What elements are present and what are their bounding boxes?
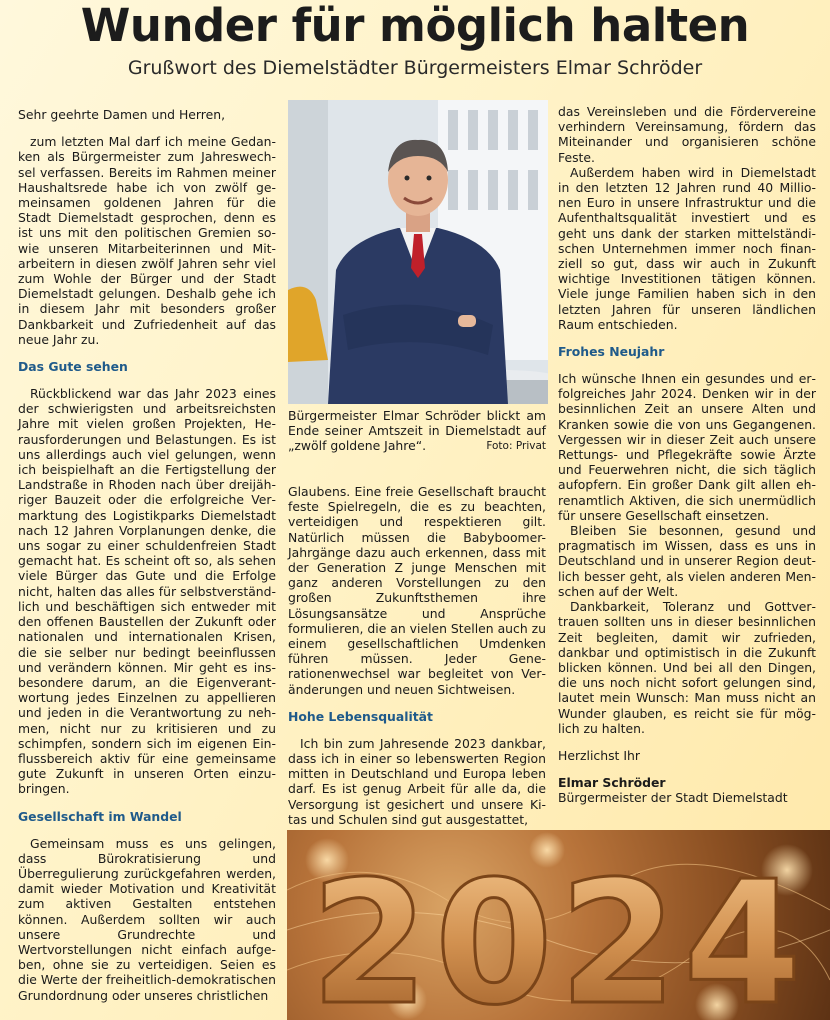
paragraph: Ich wünsche Ihnen ein gesundes und erfolgreiches Jahr 2024. Denken wir in der besinnlichen Zeit an unsere Alten und Kranken sowie die von uns Gegangenen. Vergessen wir in dieser Zeit auch unsere Rettungs- und Pflegekräfte sowie Ärzte und Feuerwehren nicht, die sich täglich aufopfern. Ein großer Dank gilt allen ehrenamtlich Aktiven, die sich unermüdlich für unsere Gesellschaft einsetzen. [558, 371, 816, 523]
paragraph: Glaubens. Eine freie Gesellschaft braucht feste Spielregeln, die es zu beachten, verteidigen und respektieren gilt. Natürlich müssen die Babyboomer-Jahrgänge dazu auch erkennen, dass mit der Generation Z junge Menschen mit ganz anderen Vorstellungen zu den großen Zukunftsthemen ihre Lösungsansätze und Ansprüche formulieren, die an vielen Stellen auch zu einem gesellschaftlichen Umdenken führen müssen. Jeder Generationenwechsel war begleitet von Veränderungen und neuen Sichtweisen. [288, 484, 546, 697]
paragraph: Bleiben Sie besonnen, gesund und pragmatisch im Wissen, dass es uns in Deutschland und in unserer Region deutlich besser geht, als vielen anderen Menschen auf der Welt. [558, 523, 816, 599]
paragraph: Außerdem haben wird in Diemelstadt in den letzten 12 Jahren rund 40 Millionen Euro in unsere Infrastruktur und die Aufenthaltsqualität investiert und es geht uns dank der starken mittelständischen Unternehmen immer noch finanziell so gut, dass wir auch in Zukunft wichtige Investitionen tätigen können. Viele junge Familien haben sich in den letzten Jahren für unseren ländlichen Raum entschieden. [558, 164, 816, 332]
year-text: 2024 [310, 845, 808, 1020]
article-column-1 [18, 107, 276, 1003]
paragraph: Gemeinsam muss es uns gelingen, dass Bürokratisierung und Überregulierung zurückgefahren werden, damit wieder Motivation und Kreativität zum aktiven Gestalten entstehen können. Außerdem sollten wir auch unsere Grundrechte und Wertvorstellungen nicht einfach aufgeben, ohne sie zu verteidigen. Seien es die Werte der freiheitlich-demokratischen Grundordnung oder unseres christlichen [18, 835, 277, 1003]
paragraph: Ich bin zum Jahresende 2023 dankbar, dass ich in einer so lebenswerten Region mitten in Deutschland und Europa leben darf. Es ist genug Arbeit für alle da, die Versorgung ist gesichert und unsere Kitas und Schulen sind gut ausgestattet, [288, 735, 546, 827]
section-heading: Hohe Lebensqualität [288, 708, 433, 724]
paragraph: Dankbarkeit, Toleranz und Gottvertrauen sollten uns in dieser besinnlichen Zeit begleiten, damit wir zufrieden, dankbar und optimistisch in die Zukunft blicken können. Und bei all den Dingen, die uns noch nicht sofort gelungen sind, lautet mein Wunsch: Man muss nicht an Wunder glauben, es reicht sie für möglich zu halten. [558, 599, 816, 736]
article-column-2 [288, 484, 546, 827]
closing: Herzlichst Ihr [558, 747, 640, 763]
subheadline: Grußwort des Diemelstädter Bürgermeisters Elmar Schröder [127, 57, 703, 79]
section-heading: Das Gute sehen [18, 359, 128, 375]
paragraph: zum letzten Mal darf ich meine Gedanken als Bürgermeister zum Jahreswechsel verfassen. Bereits im Rahmen meiner Haushaltsrede habe ich von zwölf gemeinsamen goldenen Jahren für die Stadt Diemelstadt gesprochen, denn es ist uns mit den politischen Gremien sowie unseren Mitarbeiterinnen und Mitarbeitern in diesen zwölf Jahren sehr viel zum Wohle der Bürger und der Stadt Diemelstadt gelungen. Deshalb gehe ich in diesem Jahr mit besonders großer Dankbarkeit und Zufriedenheit auf das neue Jahr zu. [18, 134, 276, 347]
portrait-illustration [288, 100, 548, 404]
paragraph: das Vereinsleben und die Fördervereine verhindern Vereinsamung, fördern das Miteinander und organisieren schöne Feste. [558, 104, 816, 165]
paragraph: Rückblickend war das Jahr 2023 eines der schwierigsten und arbeitsreichsten Jahre mit vielen großen Projekten, Herausforderungen und Belastungen. Es ist uns allerdings auch viel gelungen, wenn ich beispielhaft an die Fertigstellung der Landstraße in Rhoden nach über dreijähriger Bauzeit oder die erfolgreiche Vermarktung des Logistikparks Diemelstadt nach 12 Jahren Vorplanungen denke, die uns sogar zu einer schuldenfreien Stadt gemacht hat. Es scheint oft so, als sehen viele Bürger das Gute und die Erfolge nicht, halten das alles für selbstverständlich und beschäftigen sich entweder mit den offenen Baustellen der Zukunft oder nationalen und internationalen Krisen, die sie selber nur bedingt beeinflussen und verändern können. Mir geht es insbesondere darum, an die Eigenverantwortung jedes Einzelnen zu appellieren und jeden in die Verantwortung zu nehmen, nicht nur zu kritisieren und zu schimpfen, sondern sich im eigenen Einflussbereich aktiv für eine gemeinsame gute Zukunft in unseren Orten einzubringen. [18, 386, 276, 797]
article-column-3 [558, 104, 816, 806]
photo-caption [288, 408, 546, 455]
headline: Wunder für möglich halten [80, 0, 750, 52]
salutation: Sehr geehrte Damen und Herren, [18, 107, 226, 122]
mayor-photo [288, 100, 548, 404]
caption-text: Bürgermeister Elmar Schröder blickt am Ende seiner Amtszeit in Diemelstadt auf „zwölf goldene Jahre“. [288, 408, 546, 454]
signer-name: Elmar Schröder [558, 775, 666, 791]
year-banner [287, 830, 830, 1020]
section-heading: Frohes Neujahr [558, 344, 665, 360]
section-heading: Gesellschaft im Wandel [18, 808, 182, 824]
signer-title: Bürgermeister der Stadt Diemelstadt [558, 790, 788, 806]
photo-credit: Foto: Privat [486, 440, 546, 453]
year-banner-graphic [287, 830, 830, 1020]
